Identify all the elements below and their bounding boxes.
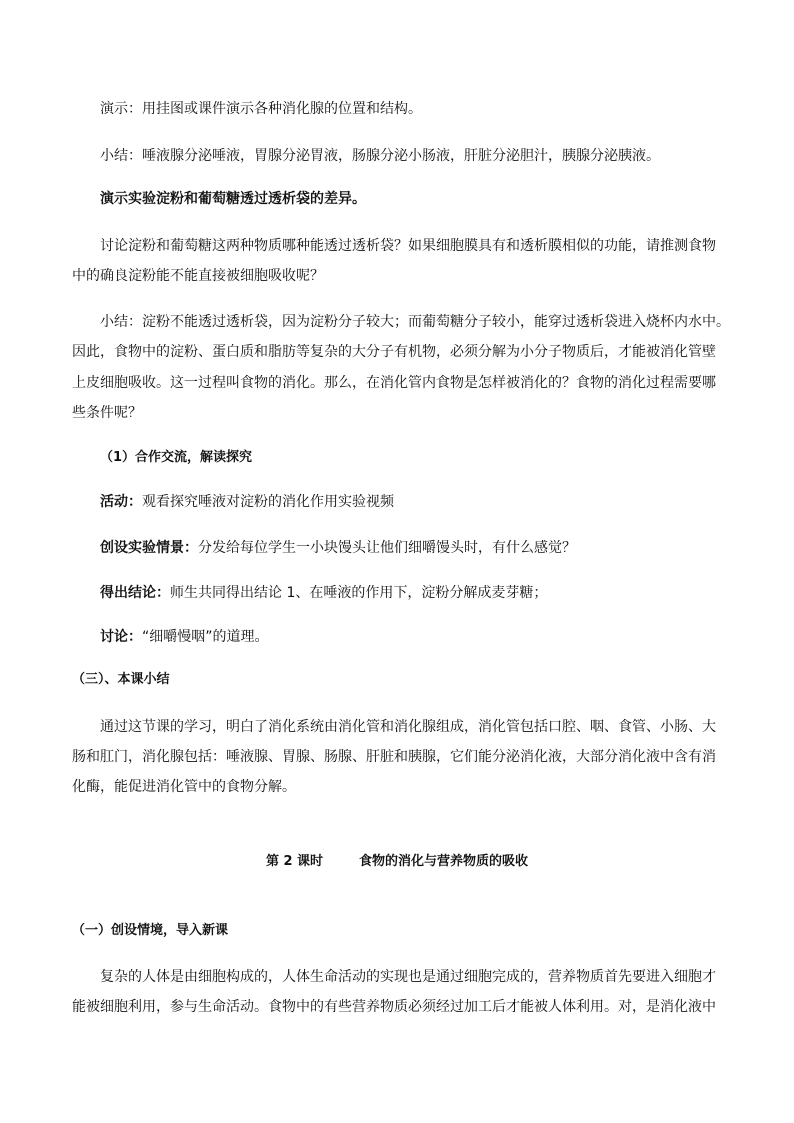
summary2-line-1: 小结：淀粉不能透过透析袋，因为淀粉分子较大；而葡萄糖分子较小，能穿过透析袋进入烧杯内水中。 bbox=[100, 314, 730, 330]
discuss-label: 讨论： bbox=[100, 629, 142, 645]
discuss-text: “细嚼慢咽”的道理。 bbox=[142, 629, 269, 645]
lesson2-title bbox=[0, 852, 794, 872]
section-heading-summary: （三）、本课小结 bbox=[72, 672, 170, 687]
discussion-line-2: 中的确良淀粉能不能直接被细胞吸收呢？ bbox=[72, 268, 324, 284]
summary2-line-4: 些条件呢？ bbox=[72, 405, 142, 421]
lesson-summary-line-1: 通过这节课的学习，明白了消化系统由消化管和消化腺组成，消化管包括口腔、咽、食管、小肠、大 bbox=[100, 719, 716, 735]
lesson-summary-line-3: 化酶，能促进消化管中的食物分解。 bbox=[72, 779, 296, 795]
summary2-line-2: 因此，食物中的淀粉、蛋白质和脂肪等复杂的大分子有机物，必须分解为小分子物质后，才能被消化管壁 bbox=[72, 344, 716, 360]
activity-label: 活动： bbox=[100, 494, 142, 510]
lesson-summary-line-2: 肠和肛门，消化腺包括：唾液腺、胃腺、肠腺、肝脏和胰腺，它们能分泌消化液，大部分消化液中含有消 bbox=[72, 749, 716, 765]
scenario-line bbox=[100, 538, 576, 558]
intro-line-2: 能被细胞利用，参与生命活动。食物中的有些营养物质必须经过加工后才能被人体利用。对，是消化液中 bbox=[72, 999, 716, 1015]
discuss-line bbox=[100, 627, 269, 647]
discussion-line-1: 讨论淀粉和葡萄糖这两种物质哪种能透过透析袋？如果细胞膜具有和透析膜相似的功能，请推测食物 bbox=[100, 238, 716, 254]
section-heading-cooperate: （1）合作交流，解读探究 bbox=[100, 450, 253, 465]
scenario-text: 分发给每位学生一小块馒头让他们细嚼馒头时，有什么感觉？ bbox=[198, 540, 576, 556]
activity-text: 观看探究唾液对淀粉的消化作用实验视频 bbox=[142, 494, 394, 510]
scenario-label: 创设实验情景： bbox=[100, 540, 198, 556]
conclusion-label: 得出结论： bbox=[100, 585, 170, 601]
summary-glands: 小结：唾液腺分泌唾液，胃腺分泌胃液，肠腺分泌小肠液，肝脏分泌胆汁，胰腺分泌胰液。 bbox=[100, 148, 660, 164]
conclusion-text: 师生共同得出结论 1、在唾液的作用下，淀粉分解成麦芽糖； bbox=[170, 585, 548, 601]
summary2-line-3: 上皮细胞吸收。这一过程叫食物的消化。那么，在消化管内食物是怎样被消化的？食物的消化过程需要哪 bbox=[72, 375, 716, 391]
demo-line: 演示：用挂图或课件演示各种消化腺的位置和结构。 bbox=[100, 101, 422, 117]
conclusion-line bbox=[100, 583, 547, 603]
section-heading-intro: （一）创设情境，导入新课 bbox=[72, 923, 229, 938]
experiment-heading: 演示实验淀粉和葡萄糖透过透析袋的差异。 bbox=[100, 191, 366, 207]
lesson2-number: 第 2 课时 bbox=[265, 854, 324, 869]
lesson2-name: 食物的消化与营养物质的吸收 bbox=[359, 854, 529, 869]
activity-line bbox=[100, 492, 394, 512]
intro-line-1: 复杂的人体是由细胞构成的，人体生命活动的实现也是通过细胞完成的，营养物质首先要进入细胞才 bbox=[100, 969, 716, 985]
